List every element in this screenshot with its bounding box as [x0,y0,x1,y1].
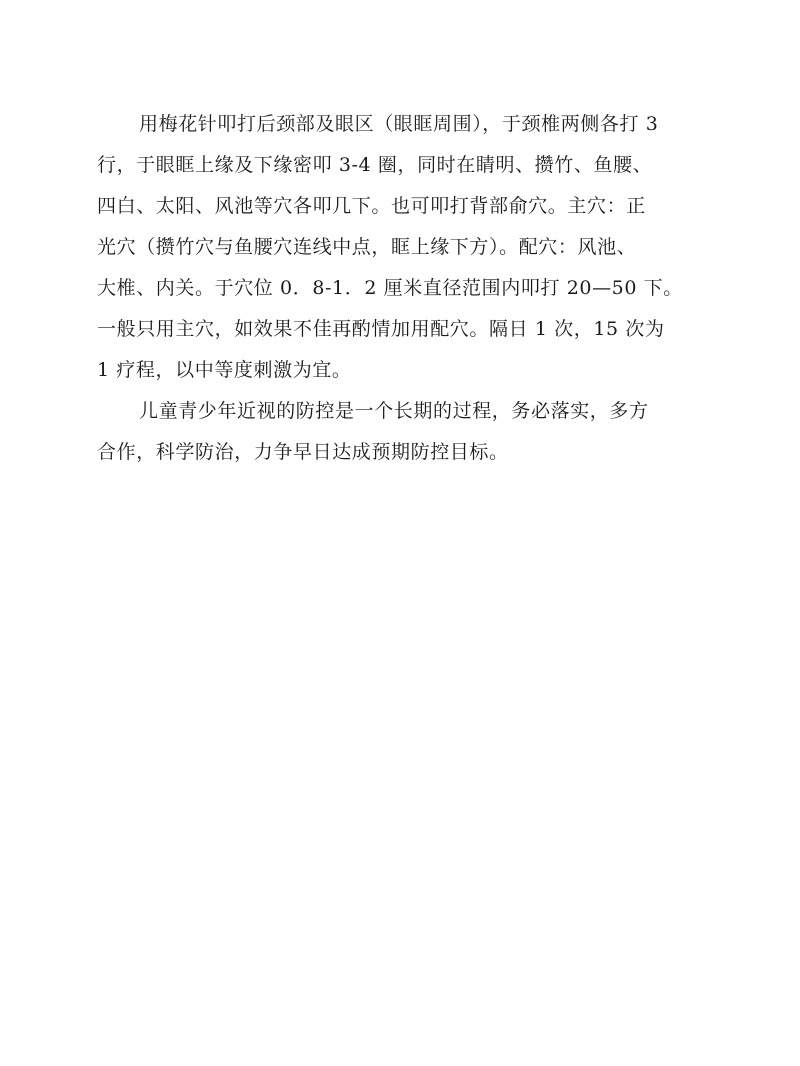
document-body [97,104,707,473]
paragraph-line: 合作，科学防治，力争早日达成预期防控目标。 [97,441,509,463]
paragraph-line: 1 疗程，以中等度刺激为宜。 [97,359,352,381]
paragraph-line: 一般只用主穴，如效果不佳再酌情加用配穴。隔日 1 次，15 次为 [97,318,665,340]
paragraph-line: 用梅花针叩打后颈部及眼区（眼眶周围），于颈椎两侧各打 3 [139,113,659,135]
paragraph-line: 儿童青少年近视的防控是一个长期的过程，务必落实，多方 [139,400,649,422]
paragraph-acupuncture [97,104,707,391]
paragraph-line: 四白、太阳、风池等穴各叩几下。也可叩打背部俞穴。主穴：正 [97,195,646,217]
paragraph-conclusion [97,391,707,473]
paragraph-line: 光穴（攒竹穴与鱼腰穴连线中点，眶上缘下方）。配穴：风池、 [97,236,637,258]
paragraph-line: 大椎、内关。于穴位 0．8-1．2 厘米直径范围内叩打 20—50 下。 [97,277,683,299]
paragraph-line: 行，于眼眶上缘及下缘密叩 3-4 圈，同时在睛明、攒竹、鱼腰、 [97,154,653,176]
